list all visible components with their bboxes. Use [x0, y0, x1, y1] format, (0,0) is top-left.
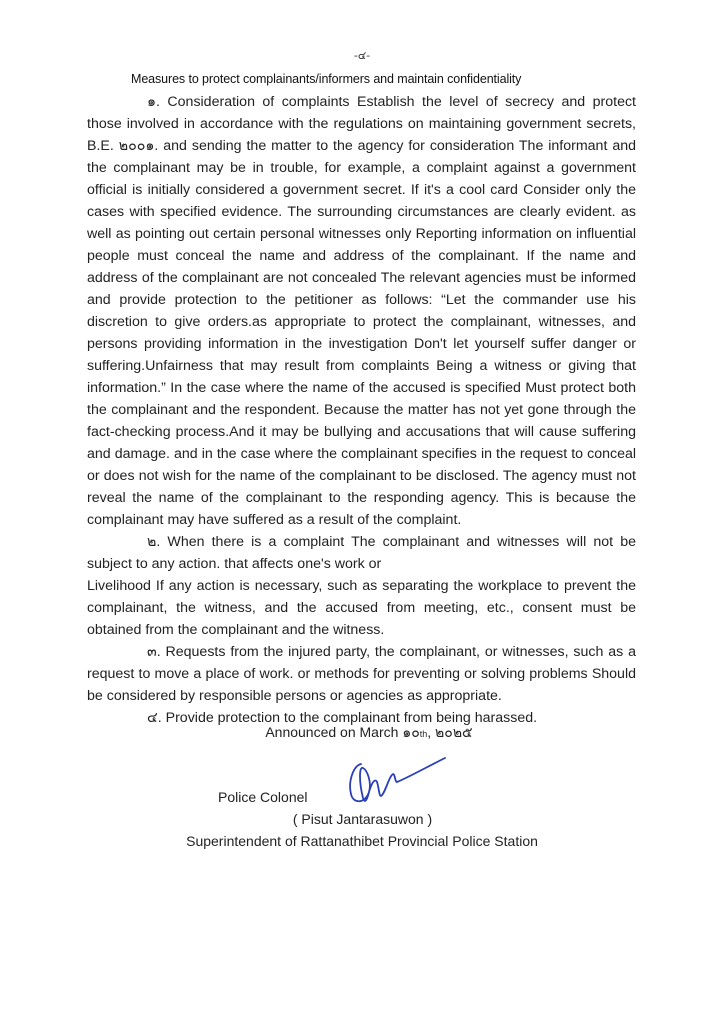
paragraph-2: ๒. When there is a complaint The complainant and witnesses will not be subject to any action. that affects one's work or — [87, 534, 636, 572]
document-heading: Measures to protect complainants/informers and maintain confidentiality — [131, 72, 522, 86]
announcement-day: ๑๐ — [402, 724, 420, 740]
announcement-date — [0, 722, 724, 744]
handwritten-signature-icon — [345, 752, 450, 807]
paragraph-3: ๓. Requests from the injured party, the complainant, or witnesses, such as a request to move a place of work. or methods for preventing or solving problems Should be considered by responsible persons or agencies as appropriate. — [87, 644, 636, 704]
document-body — [87, 91, 636, 729]
page-number: -๔- — [353, 49, 371, 62]
announcement-prefix: Announced on March — [265, 724, 403, 740]
paragraph-1: ๑. Consideration of complaints Establish the level of secrecy and protect those involved in accordance with the regulations on maintaining government secrets, B.E. ๒๐๐๑. and sending the matter to the agency for consideration The informant and the complainant may be in trouble, for example, a complaint against a government official is initially considered a government secret. If it's a cool card Consider only the cases with specified evidence. The surrounding circumstances are clearly evident. as well as pointing out certain personal witnesses only Reporting information on influential people must conceal the name and address of the complainant. If the name and address of the complainant are not concealed The relevant agencies must be informed and provide protection to the petitioner as follows: “Let the commander use his discretion to give orders.as appropriate to protect the complainant, witnesses, and persons providing information in the investigation Don't let yourself suffer danger or suffering.Unfairness that may result from complaints Being a witness or giving that information.” In the case where the name of the accused is specified Must protect both the complainant and the respondent. Because the matter has not yet gone through the fact-checking process.And it may be bullying and accusations that will cause suffering and damage. and in the case where the complainant specifies in the request to conceal or does not wish for the name of the complainant to be disclosed. The agency must not reveal the name of the complainant to the responding agency. This is because the complainant may have suffered as a result of the complaint. — [87, 94, 636, 528]
signatory-rank: Police Colonel — [218, 789, 308, 805]
signatory-position: Superintendent of Rattanathibet Provincial Police Station — [186, 833, 538, 849]
signatory-name: ( Pisut Jantarasuwon ) — [292, 811, 433, 827]
paragraph-2-continued: Livelihood If any action is necessary, such as separating the workplace to prevent the complainant, the witness, and the accused from meeting, etc., consent must be obtained from the complainant and the witness. — [87, 578, 636, 638]
announcement-day-suffix: th — [419, 729, 428, 739]
announcement-year: , ๒๐๒๕ — [427, 724, 473, 740]
paragraph-4: ๔. Provide protection to the complainant from being harassed. — [147, 710, 538, 726]
